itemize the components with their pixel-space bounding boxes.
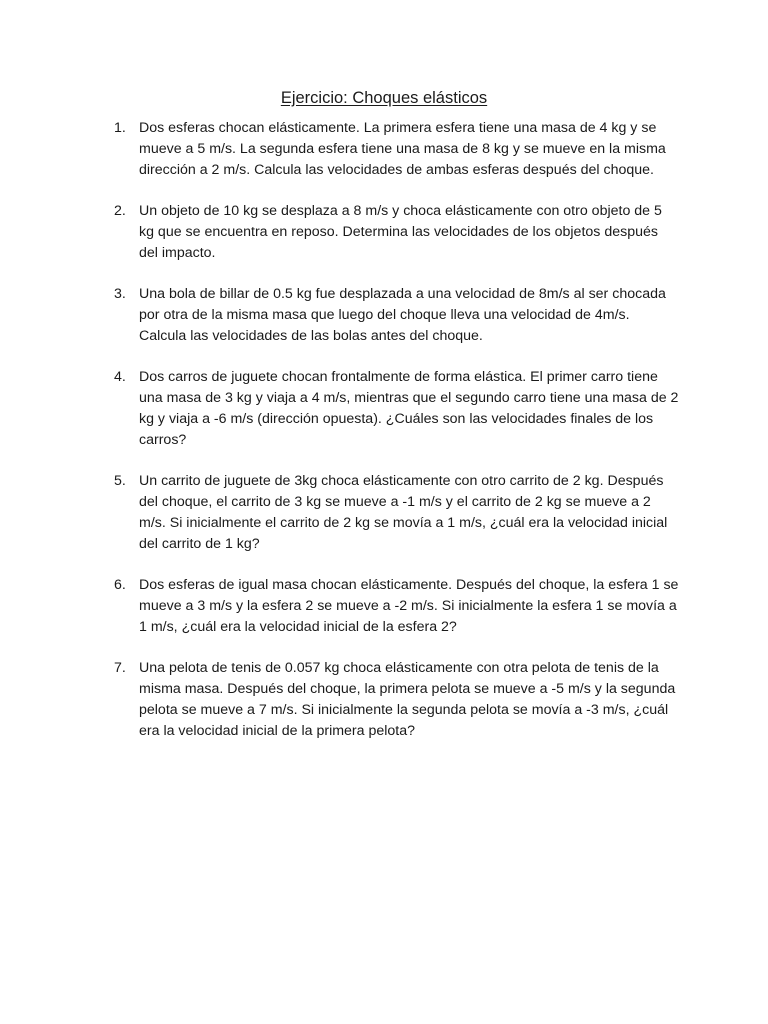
exercise-text: Un carrito de juguete de 3kg choca elásticamente con otro carrito de 2 kg. Después del choque, el carrito de 3 kg se mueve a -1 m/s y el carrito de 2 kg se mueve a 2 m/s. Si inicialmente el carrito de 2 kg se movía a 1 m/s, ¿cuál era la velocidad inicial del carrito de 1 kg? (139, 473, 668, 552)
exercise-number: 7. (114, 660, 126, 676)
exercise-item-4 (114, 367, 684, 451)
exercise-item-2 (114, 201, 684, 264)
exercise-item-5 (114, 471, 684, 555)
exercise-text: Una pelota de tenis de 0.057 kg choca elásticamente con otra pelota de tenis de la misma masa. Después del choque, la primera pelota se mueve a -5 m/s y la segunda pelota se mueve a 7 m/s. Si inicialmente la segunda pelota se movía a -3 m/s, ¿cuál era la velocidad inicial de la primera pelota? (139, 660, 676, 739)
exercise-number: 4. (114, 369, 126, 385)
exercise-item-3 (114, 284, 684, 347)
exercise-number: 3. (114, 286, 126, 302)
exercise-number: 6. (114, 577, 126, 593)
exercise-item-7 (114, 658, 684, 742)
exercise-text: Dos esferas chocan elásticamente. La primera esfera tiene una masa de 4 kg y se mueve a 5 m/s. La segunda esfera tiene una masa de 8 kg y se mueve en la misma dirección a 2 m/s. Calcula las velocidades de ambas esferas después del choque. (139, 120, 666, 178)
exercise-text: Un objeto de 10 kg se desplaza a 8 m/s y choca elásticamente con otro objeto de 5 kg que se encuentra en reposo. Determina las velocidades de los objetos después del impacto. (139, 203, 662, 261)
exercise-item-6 (114, 575, 684, 638)
page-title (0, 86, 768, 110)
exercise-number: 5. (114, 473, 126, 489)
exercise-text: Una bola de billar de 0.5 kg fue desplazada a una velocidad de 8m/s al ser chocada por otra de la misma masa que luego del choque lleva una velocidad de 4m/s. Calcula las velocidades de las bolas antes del choque. (139, 286, 666, 344)
exercise-number: 2. (114, 203, 126, 219)
exercise-text: Dos carros de juguete chocan frontalmente de forma elástica. El primer carro tiene una masa de 3 kg y viaja a 4 m/s, mientras que el segundo carro tiene una masa de 2 kg y viaja a -6 m/s (dirección opuesta). ¿Cuáles son las velocidades finales de los carros? (139, 369, 679, 448)
exercise-number: 1. (114, 120, 126, 136)
exercise-item-1 (114, 118, 684, 181)
page-title-text: Ejercicio: Choques elásticos (280, 89, 488, 107)
exercise-list (114, 118, 684, 762)
exercise-text: Dos esferas de igual masa chocan elásticamente. Después del choque, la esfera 1 se mueve a 3 m/s y la esfera 2 se mueve a -2 m/s. Si inicialmente la esfera 1 se movía a 1 m/s, ¿cuál era la velocidad inicial de la esfera 2? (139, 577, 679, 635)
